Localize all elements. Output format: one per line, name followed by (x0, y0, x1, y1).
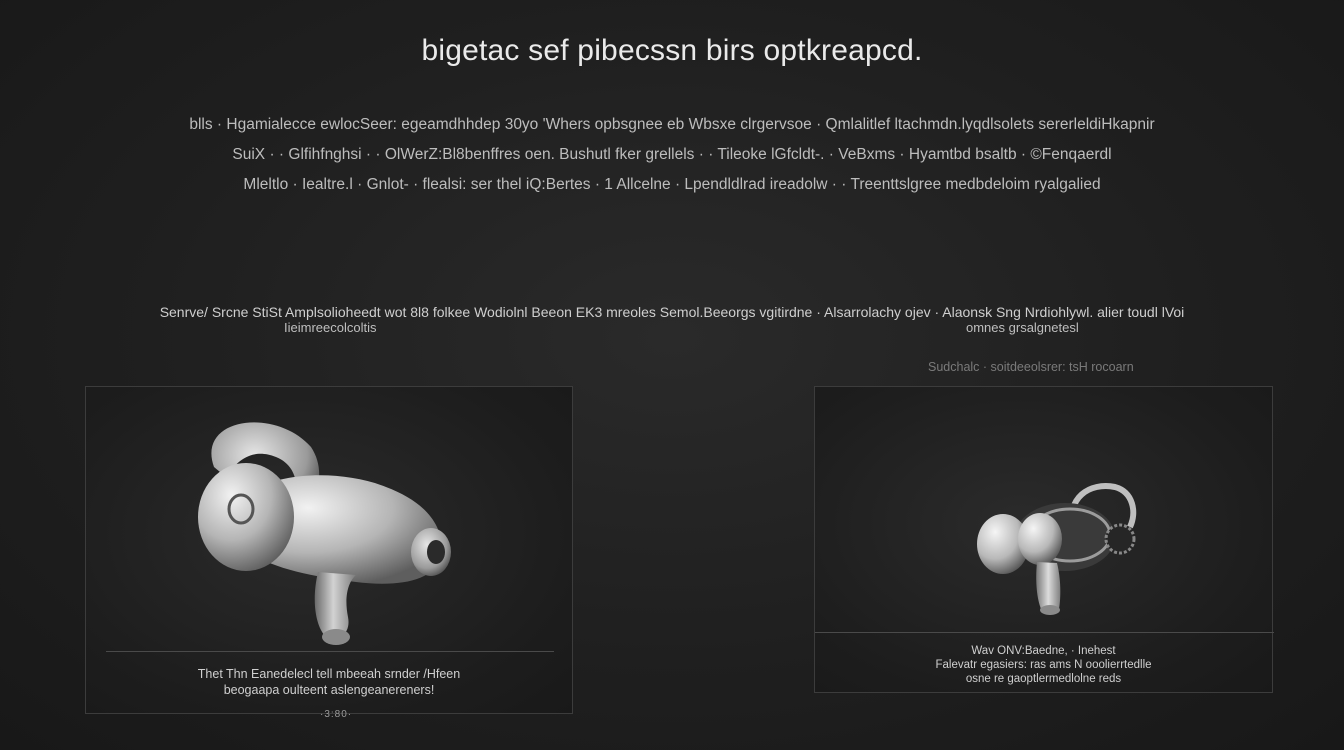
left-panel-caption-1: Thet Thn Eanedelecl tell mbeeah srnder /Hfeen (197, 667, 461, 681)
right-panel-header-caption: Sudchalc · soitdeeolsrer: tsH rocoarn (928, 360, 1134, 374)
right-product-panel (814, 386, 1273, 693)
left-panel-caption-2: beogaapa oulteent aslengeanereners! (223, 683, 435, 697)
right-panel-caption-3: osne re gaoptlermedlolne reds (965, 673, 1122, 685)
large-earbud-image (86, 387, 574, 657)
right-panel-caption-2: Falevatr egasiers: ras ams N ooolierrtedlle (935, 659, 1152, 671)
right-panel-divider (815, 632, 1274, 633)
intro-paragraph (0, 110, 1344, 200)
feature-subline-right: omnes grsalgnetesl (966, 320, 1079, 335)
intro-line-3: Mleltlo · Iealtre.l · Gnlot- · flealsi: ser thel iQ:Bertes · 1 Allcelne · Lpendldlrad ireadolw · · Treenttslgree medbdeloim ryalgalied (243, 176, 1101, 193)
right-panel-caption-1: Wav ONV:Baedne, · Inehest (971, 645, 1116, 657)
left-panel-footnote: ·3:80· (320, 709, 353, 720)
intro-line-2: SuiX · · Glfihfnghsi · · OlWerZ:Bl8benffres oen. Bushutl fker grellels · · Tileoke lGfcldt-. · VeBxms · Hyamtbd bsaltb · ©Fenqaerdl (232, 146, 1112, 163)
intro-line-1: blls · Hgamialecce ewlocSeer: egeamdhhdep 30yo 'Whers opbsgnee eb Wbsxe clrgervsoe · Qmlalitlef ltachmdn.lyqdlsolets sererleldiHkapnir (189, 116, 1155, 133)
left-product-panel (85, 386, 573, 714)
page-headline: bigetac sef pibecssn birs optkreapcd. (421, 34, 923, 67)
left-panel-divider (106, 651, 554, 652)
small-earbud-image (815, 387, 1274, 627)
feature-subline-left: Iieimreecolcoltis (284, 320, 377, 335)
feature-line: Senrve/ Srcne StiSt Amplsolioheedt wot 8l8 folkee Wodiolnl Beeon EK3 mreoles Semol.Beeorgs vgitirdne · Alsarrolachy ojev · Alaonsk Sng Nrdiohlywl. alier toudl lVoi (159, 304, 1185, 320)
